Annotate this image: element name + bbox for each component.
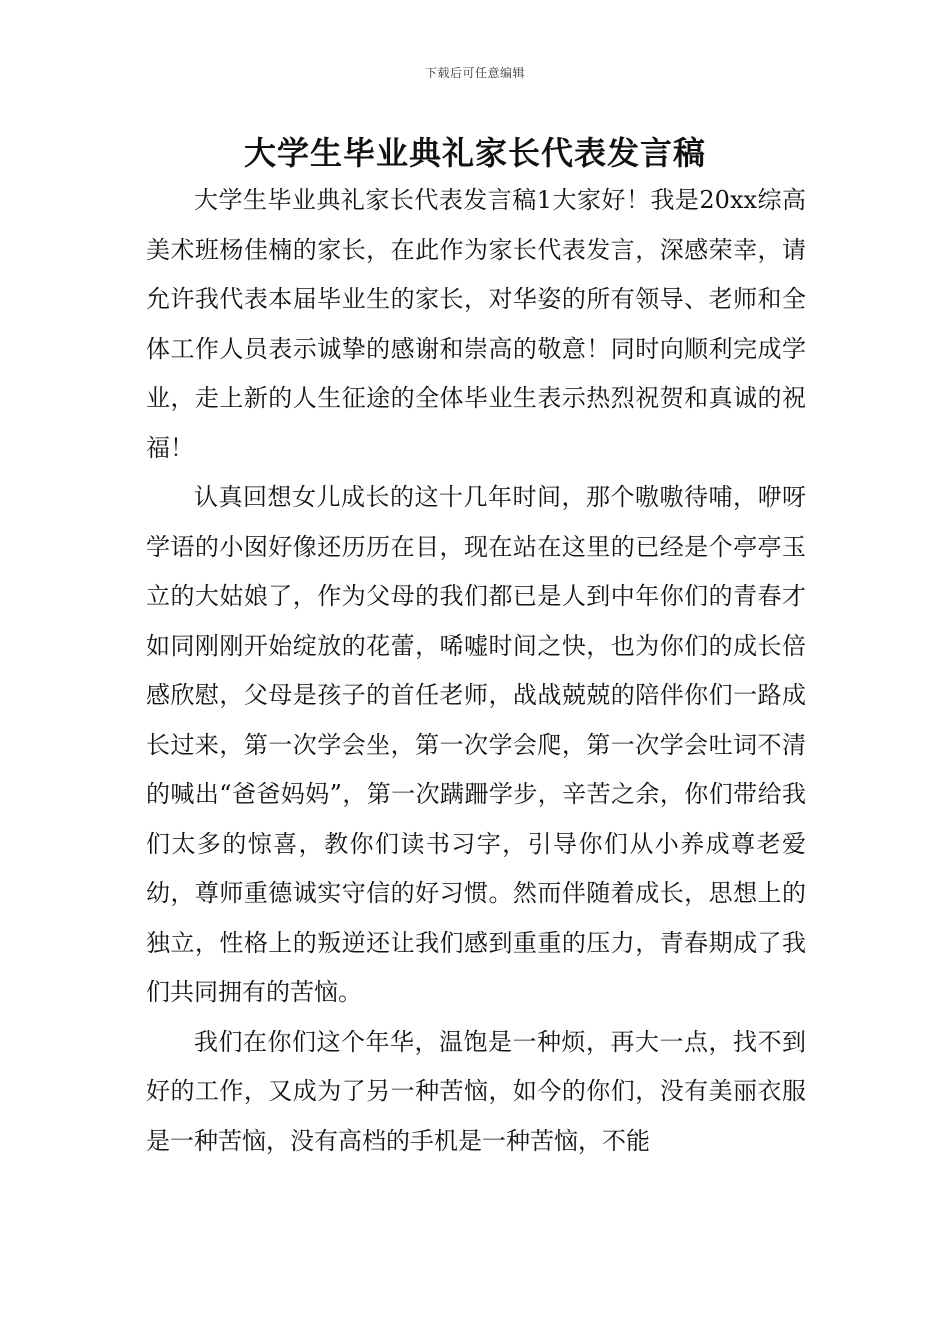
document-title: 大学生毕业典礼家长代表发言稿 bbox=[243, 134, 706, 172]
paragraph-3: 我们在你们这个年华，温饱是一种烦，再大一点，找不到好的工作，又成为了另一种苦恼，如今的你们，没有美丽衣服是一种苦恼，没有高档的手机是一种苦恼，不能 bbox=[146, 1027, 806, 1155]
header-note: 下载后可任意编辑 bbox=[424, 66, 525, 80]
paragraph-2: 认真回想女儿成长的这十几年时间，那个嗷嗷待哺，咿呀学语的小囡好像还历历在目，现在站在这里的已经是个亭亭玉立的大姑娘了，作为父母的我们都已是人到中年你们的青春才如同刚刚开始绽放的花蕾，唏嘘时间之快，也为你们的成长倍感欣慰，父母是孩子的首任老师，战战兢兢的陪伴你们一路成长过来，第一次学会坐，第一次学会爬，第一次学会吐词不清的喊出“爸爸妈妈”，第一次蹒跚学步，辛苦之余，你们带给我们太多的惊喜，教你们读书习字，引导你们从小养成尊老爱幼，尊师重德诚实守信的好习惯。然而伴随着成长，思想上的独立，性格上的叛逆还让我们感到重重的压力，青春期成了我们共同拥有的苦恼。 bbox=[146, 483, 806, 1006]
paragraph-1: 大学生毕业典礼家长代表发言稿1大家好！我是20xx综高美术班杨佳楠的家长，在此作为家长代表发言，深感荣幸，请允许我代表本届毕业生的家长，对华姿的所有领导、老师和全体工作人员表示诚挚的感谢和崇高的敬意！同时向顺利完成学业，走上新的人生征途的全体毕业生表示热烈祝贺和真诚的祝福！ bbox=[146, 186, 806, 462]
document-body bbox=[146, 176, 806, 1166]
